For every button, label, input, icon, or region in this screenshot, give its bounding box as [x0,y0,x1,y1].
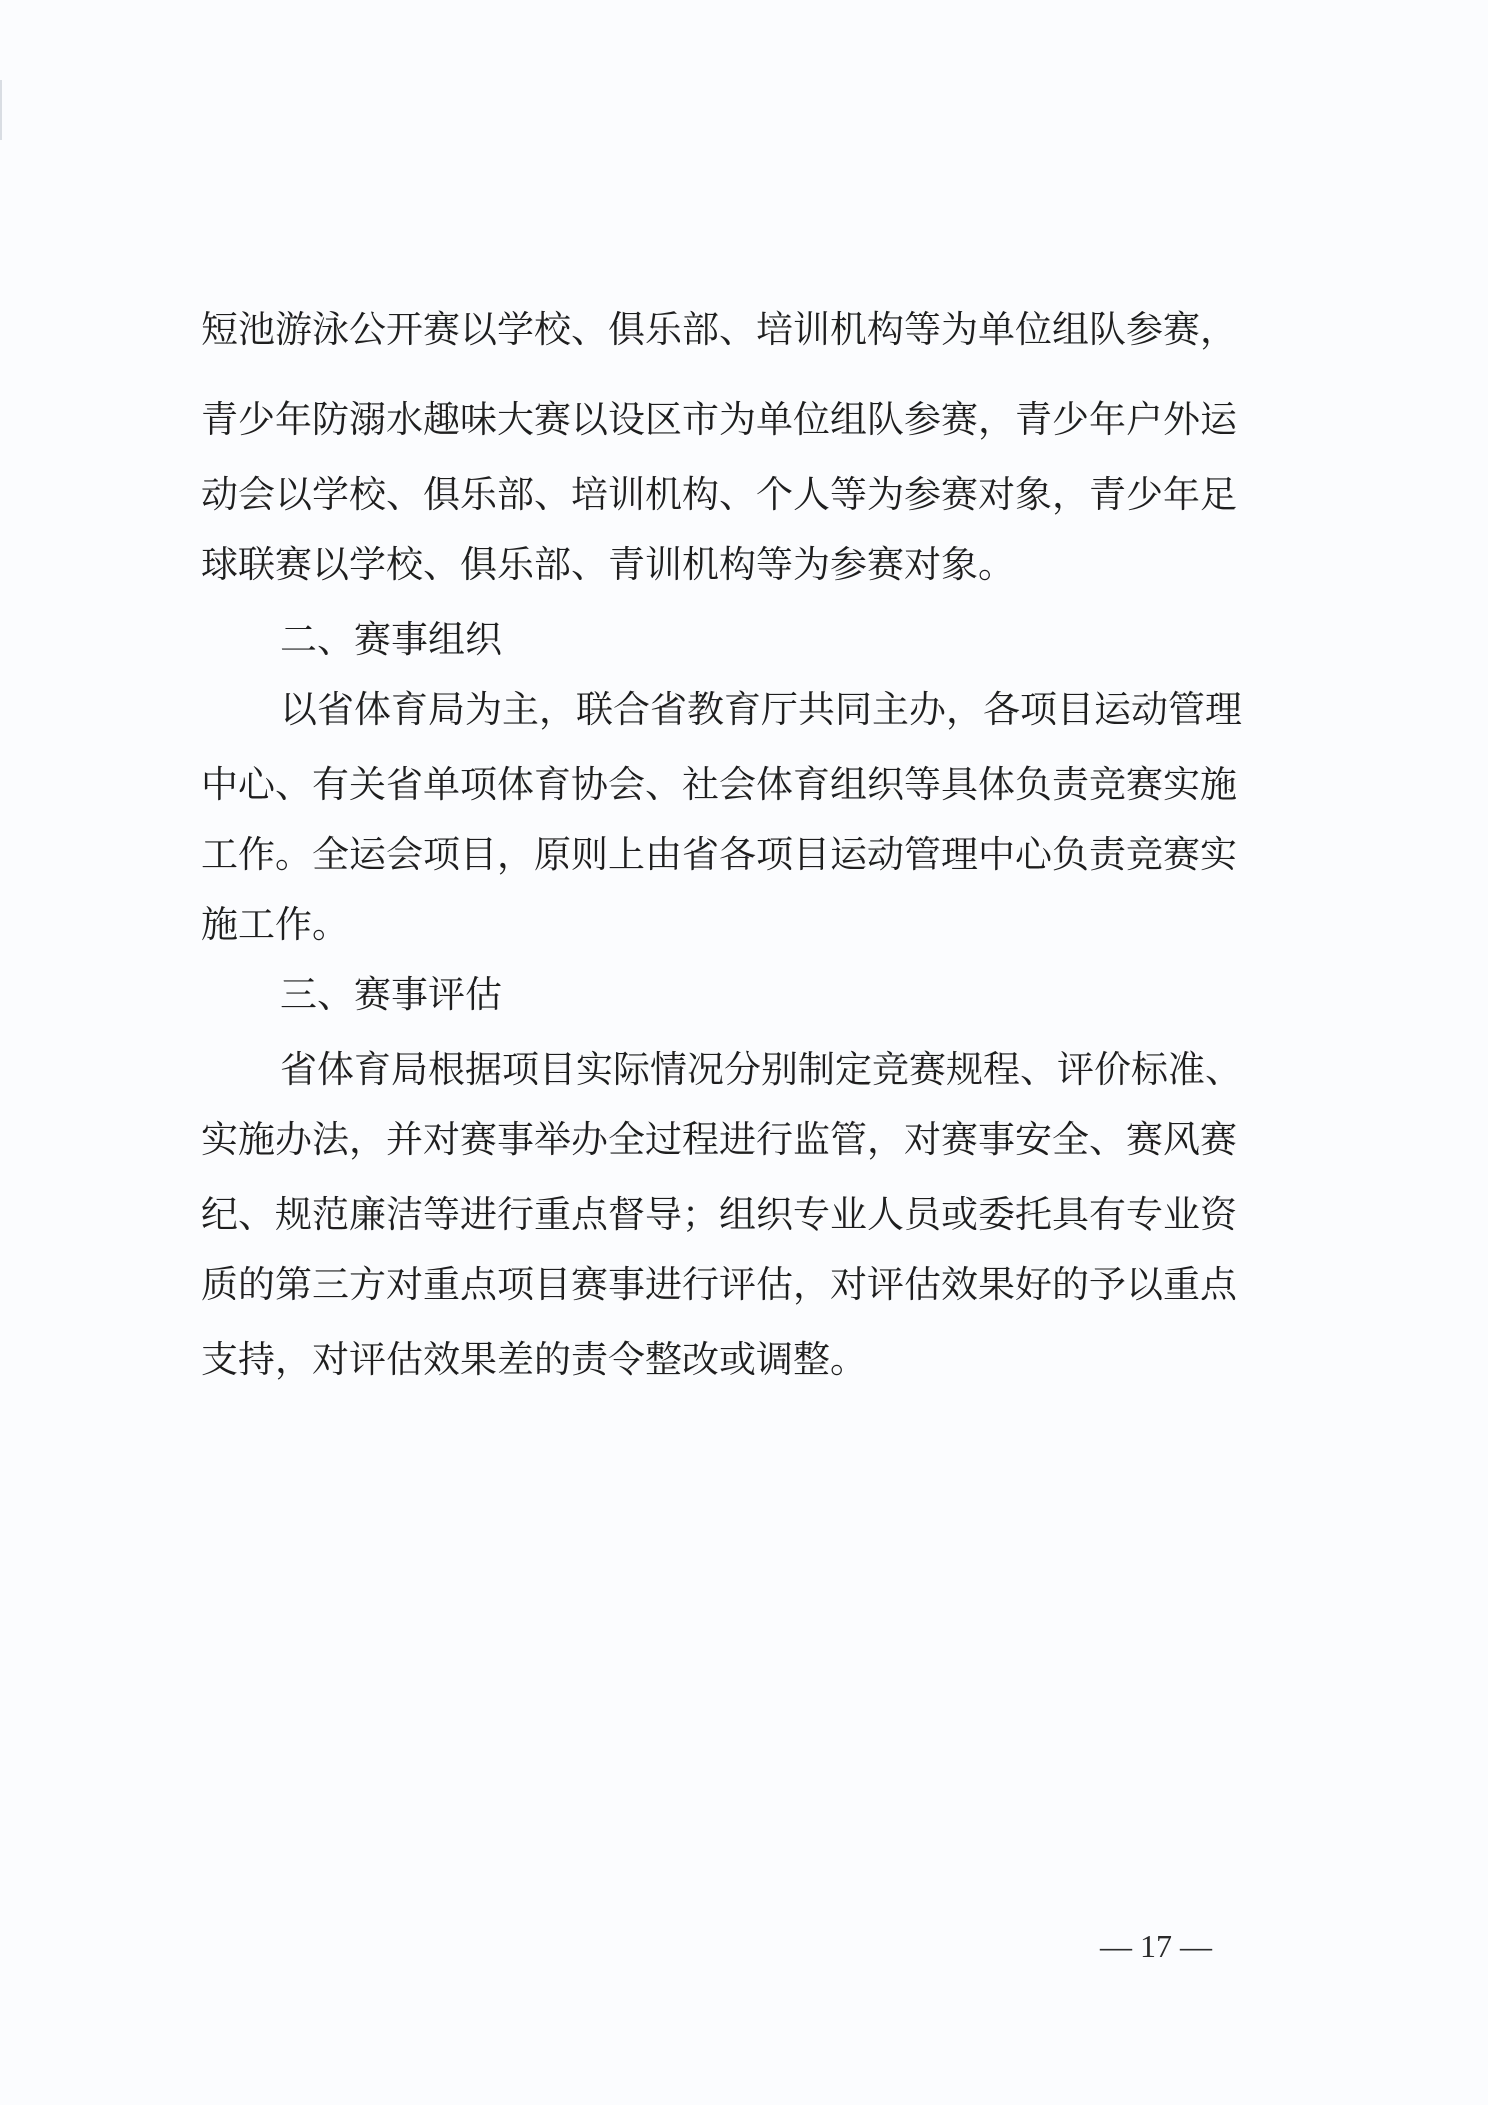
paragraph-line: 施工作。 [201,903,349,946]
paragraph-line: 青少年防溺水趣味大赛以设区市为单位组队参赛，青少年户外运 [201,398,1237,441]
page-number: — 17 — [1100,1928,1212,1964]
paragraph-line: 纪、规范廉洁等进行重点督导；组织专业人员或委托具有专业资 [201,1193,1237,1236]
paragraph-line: 短池游泳公开赛以学校、俱乐部、培训机构等为单位组队参赛， [201,308,1237,351]
paragraph-line: 动会以学校、俱乐部、培训机构、个人等为参赛对象，青少年足 [201,473,1237,516]
paragraph-line: 质的第三方对重点项目赛事进行评估，对评估效果好的予以重点 [201,1263,1237,1306]
paragraph-line: 支持，对评估效果差的责令整改或调整。 [201,1338,867,1381]
paragraph-line: 中心、有关省单项体育协会、社会体育组织等具体负责竞赛实施 [201,763,1237,806]
paragraph-line: 球联赛以学校、俱乐部、青训机构等为参赛对象。 [201,543,1015,586]
scan-edge-mark [0,80,2,140]
paragraph-line: 以省体育局为主，联合省教育厅共同主办，各项目运动管理 [280,688,1242,731]
paragraph-line: 省体育局根据项目实际情况分别制定竞赛规程、评价标准、 [280,1048,1242,1091]
section-heading-evaluation: 三、赛事评估 [280,973,502,1016]
paragraph-line: 实施办法，并对赛事举办全过程进行监管，对赛事安全、赛风赛 [201,1118,1237,1161]
section-heading-organization: 二、赛事组织 [280,618,502,661]
paragraph-line: 工作。全运会项目，原则上由省各项目运动管理中心负责竞赛实 [201,833,1237,876]
